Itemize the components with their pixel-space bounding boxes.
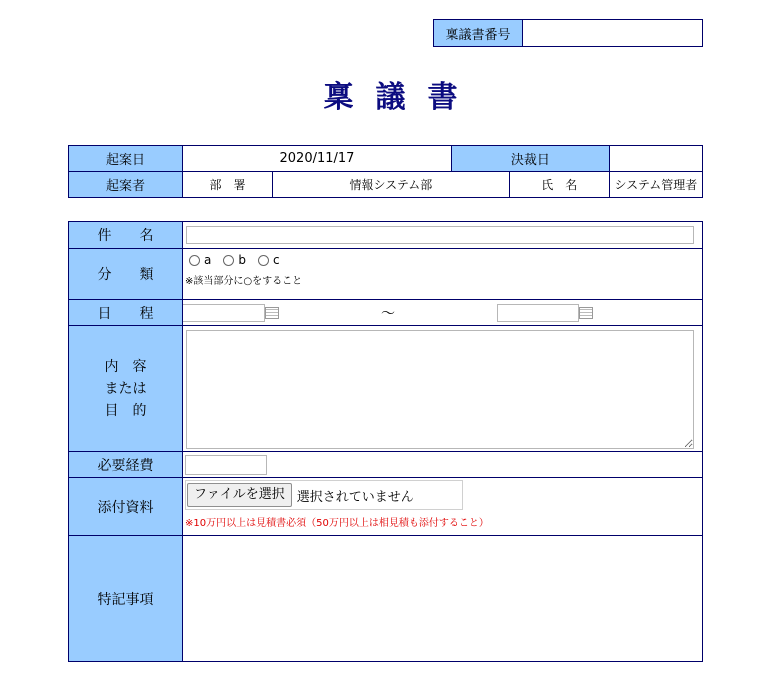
subject-label: 件 名 bbox=[69, 222, 183, 249]
file-status: 選択されていません bbox=[296, 489, 414, 505]
schedule-start-input[interactable] bbox=[183, 304, 265, 322]
calendar-icon[interactable] bbox=[265, 307, 279, 319]
calendar-icon[interactable] bbox=[579, 307, 593, 319]
draft-date-value: 2020/11/17 bbox=[183, 146, 452, 172]
content-textarea[interactable] bbox=[186, 330, 694, 449]
cost-input[interactable] bbox=[185, 455, 267, 475]
remarks-value bbox=[183, 536, 703, 662]
decision-date-value bbox=[609, 146, 702, 172]
category-radio-a[interactable] bbox=[185, 253, 211, 267]
content-label-line-2: または bbox=[104, 380, 147, 397]
name-label: 氏 名 bbox=[509, 172, 609, 198]
attachment-note: ※10万円以上は見積書必須（50万円以上は相見積も添付すること） bbox=[185, 518, 489, 529]
file-select-button[interactable]: ファイルを選択 bbox=[187, 483, 292, 507]
category-option-label: a bbox=[204, 253, 212, 267]
category-radio-c[interactable] bbox=[254, 253, 280, 267]
info-table bbox=[68, 145, 703, 198]
category-option-label: c bbox=[272, 253, 280, 267]
cost-label: 必要経費 bbox=[69, 452, 183, 478]
doc-number-label: 稟議書番号 bbox=[434, 20, 523, 47]
subject-input[interactable] bbox=[186, 226, 694, 244]
content-label-line-3: 目 的 bbox=[104, 402, 147, 419]
name-value: システム管理者 bbox=[609, 172, 702, 198]
radio-circle-icon bbox=[258, 255, 269, 266]
drafter-label: 起案者 bbox=[69, 172, 183, 198]
schedule-tilde: ～ bbox=[381, 305, 395, 322]
department-label: 部 署 bbox=[183, 172, 273, 198]
schedule-end-input[interactable] bbox=[497, 304, 579, 322]
doc-number-value bbox=[523, 20, 703, 47]
page-title: 稟議書 bbox=[323, 80, 480, 115]
department-value: 情報システム部 bbox=[273, 172, 510, 198]
doc-number-box bbox=[433, 19, 703, 47]
file-input[interactable] bbox=[185, 480, 463, 510]
schedule-label: 日 程 bbox=[69, 300, 183, 326]
remarks-label: 特記事項 bbox=[69, 536, 183, 662]
category-note: ※該当部分に○をすること bbox=[185, 276, 303, 287]
radio-circle-icon bbox=[189, 255, 200, 266]
decision-date-label: 決裁日 bbox=[451, 146, 609, 172]
category-radio-group bbox=[185, 253, 702, 267]
form-table bbox=[68, 221, 703, 662]
draft-date-label: 起案日 bbox=[69, 146, 183, 172]
attachment-label: 添付資料 bbox=[69, 478, 183, 536]
category-option-label: b bbox=[238, 253, 246, 267]
content-label bbox=[69, 326, 183, 452]
category-label: 分 類 bbox=[69, 249, 183, 300]
category-radio-b[interactable] bbox=[219, 253, 246, 267]
radio-circle-icon bbox=[223, 255, 234, 266]
content-label-line-1: 内 容 bbox=[104, 358, 147, 375]
